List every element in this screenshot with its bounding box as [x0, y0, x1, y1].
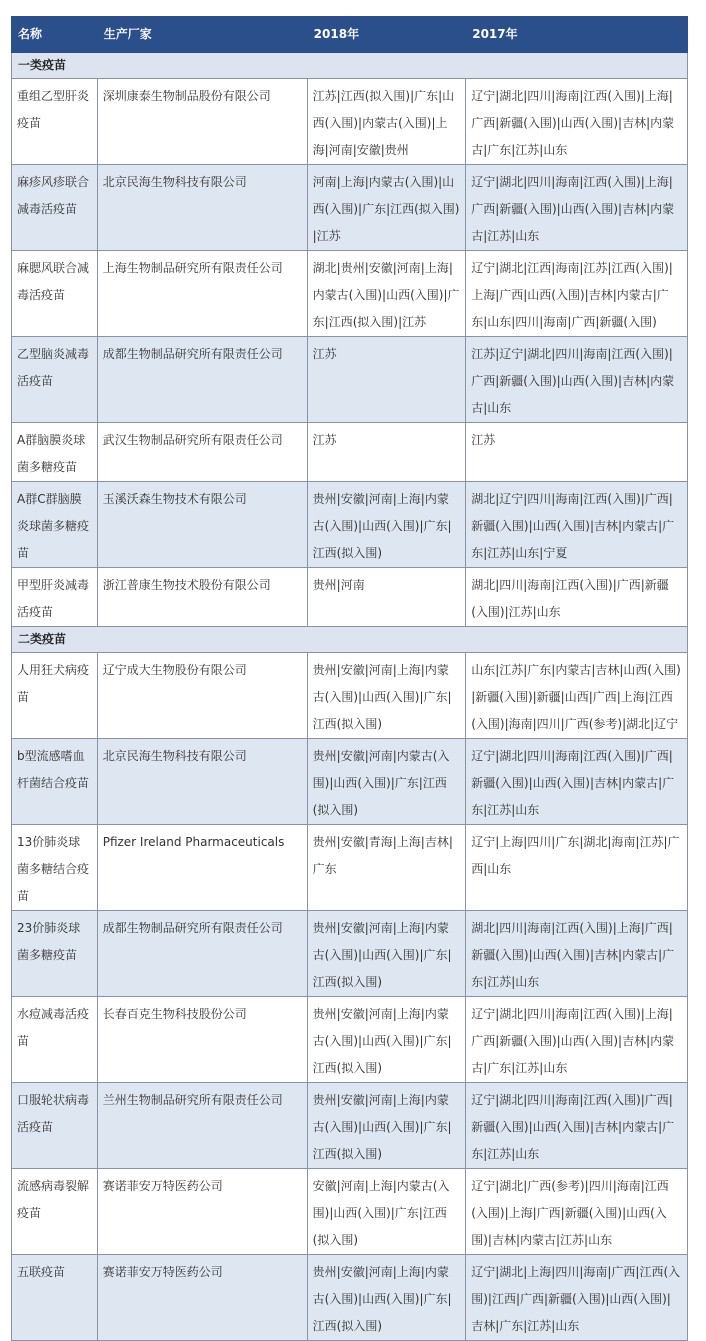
- header-2018: 2018年: [307, 17, 466, 53]
- table-row: [12, 739, 688, 825]
- vaccine-name-cell: 麻疹风疹联合减毒活疫苗: [12, 165, 98, 251]
- header-maker: 生产厂家: [97, 17, 307, 53]
- vaccine-name-cell: 水痘减毒活疫苗: [12, 997, 98, 1083]
- table-row: [12, 568, 688, 627]
- section-title: 二类疫苗: [12, 627, 688, 653]
- vaccine-table: [11, 16, 688, 1341]
- maker-cell: Pfizer Ireland Pharmaceuticals: [97, 825, 307, 911]
- header-row: [12, 17, 688, 53]
- vaccine-name-cell: 人用狂犬病疫苗: [12, 653, 98, 739]
- maker-cell: 成都生物制品研究所有限责任公司: [97, 337, 307, 423]
- vaccine-name-cell: 口服轮状病毒活疫苗: [12, 1083, 98, 1169]
- regions-2017-cell: 辽宁|湖北|四川|海南|江西(入围)|上海|广西|新疆(入围)|山西(入围)|吉林|内蒙古|广东|江苏|山东: [466, 79, 688, 165]
- regions-2017-cell: 辽宁|湖北|上海|四川|海南|广西|江西(入围)|江西|广西|新疆(入围)|山西(入围)|吉林|广东|江苏|山东: [466, 1255, 688, 1341]
- vaccine-name-cell: 麻腮风联合减毒活疫苗: [12, 251, 98, 337]
- maker-cell: 北京民海生物科技有限公司: [97, 165, 307, 251]
- maker-cell: 浙江普康生物技术股份有限公司: [97, 568, 307, 627]
- vaccine-name-cell: 23价肺炎球菌多糖疫苗: [12, 911, 98, 997]
- table-row: [12, 1169, 688, 1255]
- regions-2017-cell: 湖北|四川|海南|江西(入围)|广西|新疆(入围)|江苏|山东: [466, 568, 688, 627]
- table-row: [12, 482, 688, 568]
- vaccine-name-cell: 甲型肝炎减毒活疫苗: [12, 568, 98, 627]
- vaccine-name-cell: 重组乙型肝炎疫苗: [12, 79, 98, 165]
- table-row: [12, 825, 688, 911]
- section-title: 一类疫苗: [12, 53, 688, 79]
- table-row: [12, 251, 688, 337]
- regions-2018-cell: 贵州|安徽|河南|上海|内蒙古(入围)|山西(入围)|广东|江西(拟入围): [307, 911, 466, 997]
- table-body: [12, 53, 688, 1341]
- table-row: [12, 423, 688, 482]
- maker-cell: 上海生物制品研究所有限责任公司: [97, 251, 307, 337]
- vaccine-name-cell: A群C群脑膜炎球菌多糖疫苗: [12, 482, 98, 568]
- maker-cell: 成都生物制品研究所有限责任公司: [97, 911, 307, 997]
- maker-cell: 赛诺菲安万特医药公司: [97, 1255, 307, 1341]
- regions-2018-cell: 贵州|安徽|河南|内蒙古(入围)|山西(入围)|广东|江西(拟入围): [307, 739, 466, 825]
- vaccine-name-cell: 五联疫苗: [12, 1255, 98, 1341]
- vaccine-name-cell: 13价肺炎球菌多糖结合疫苗: [12, 825, 98, 911]
- regions-2018-cell: 湖北|贵州|安徽|河南|上海|内蒙古(入围)|山西(入围)|广东|江西(拟入围)|江苏: [307, 251, 466, 337]
- maker-cell: 长春百克生物科技股份公司: [97, 997, 307, 1083]
- table-row: [12, 165, 688, 251]
- regions-2018-cell: 贵州|安徽|河南|上海|内蒙古(入围)|山西(入围)|广东|江西(拟入围): [307, 482, 466, 568]
- vaccine-name-cell: A群脑膜炎球菌多糖疫苗: [12, 423, 98, 482]
- table-row: [12, 653, 688, 739]
- regions-2018-cell: 贵州|安徽|河南|上海|内蒙古(入围)|山西(入围)|广东|江西(拟入围): [307, 1083, 466, 1169]
- regions-2018-cell: 江苏: [307, 423, 466, 482]
- vaccine-name-cell: 流感病毒裂解疫苗: [12, 1169, 98, 1255]
- regions-2017-cell: 江苏|辽宁|湖北|四川|海南|江西(入围)|广西|新疆(入围)|山西(入围)|吉林|内蒙古|山东: [466, 337, 688, 423]
- regions-2017-cell: 湖北|辽宁|四川|海南|江西(入围)|广西|新疆(入围)|山西(入围)|吉林|内蒙古|广东|江苏|山东|宁夏: [466, 482, 688, 568]
- regions-2017-cell: 辽宁|湖北|江西|海南|江苏|江西(入围)|上海|广西|山西(入围)|吉林|内蒙古|广东|山东|四川|海南|广西|新疆(入围): [466, 251, 688, 337]
- table-row: [12, 997, 688, 1083]
- table-row: [12, 1083, 688, 1169]
- vaccine-name-cell: 乙型脑炎减毒活疫苗: [12, 337, 98, 423]
- maker-cell: 武汉生物制品研究所有限责任公司: [97, 423, 307, 482]
- table-row: [12, 1255, 688, 1341]
- regions-2018-cell: 贵州|安徽|青海|上海|吉林|广东: [307, 825, 466, 911]
- regions-2018-cell: 江苏: [307, 337, 466, 423]
- table-row: [12, 337, 688, 423]
- maker-cell: 赛诺菲安万特医药公司: [97, 1169, 307, 1255]
- regions-2017-cell: 辽宁|上海|四川|广东|湖北|海南|江苏|广西|山东: [466, 825, 688, 911]
- vaccine-name-cell: b型流感嗜血杆菌结合疫苗: [12, 739, 98, 825]
- maker-cell: 北京民海生物科技有限公司: [97, 739, 307, 825]
- header-name: 名称: [12, 17, 98, 53]
- regions-2018-cell: 江苏|江西(拟入围)|广东|山西(入围)|内蒙古(入围)|上海|河南|安徽|贵州: [307, 79, 466, 165]
- header-2017: 2017年: [466, 17, 688, 53]
- regions-2017-cell: 江苏: [466, 423, 688, 482]
- regions-2017-cell: 湖北|四川|海南|江西(入围)|上海|广西|新疆(入围)|山西(入围)|吉林|内蒙古|广东|江苏|山东: [466, 911, 688, 997]
- regions-2018-cell: 河南|上海|内蒙古(入围)|山西(入围)|广东|江西(拟入围)|江苏: [307, 165, 466, 251]
- section-row: [12, 627, 688, 653]
- table-row: [12, 79, 688, 165]
- regions-2017-cell: 辽宁|湖北|四川|海南|江西(入围)|上海|广西|新疆(入围)|山西(入围)|吉林|内蒙古|广东|江苏|山东: [466, 997, 688, 1083]
- regions-2018-cell: 贵州|安徽|河南|上海|内蒙古(入围)|山西(入围)|广东|江西(拟入围): [307, 653, 466, 739]
- maker-cell: 深圳康泰生物制品股份有限公司: [97, 79, 307, 165]
- regions-2017-cell: 山东|江苏|广东|内蒙古|吉林|山西(入围)|新疆(入围)|新疆|山西|广西|上海|江西(入围)|海南|四川|广西(参考)|湖北|辽宁: [466, 653, 688, 739]
- regions-2017-cell: 辽宁|湖北|四川|海南|江西(入围)|上海|广西|新疆(入围)|山西(入围)|吉林|内蒙古|江苏|山东: [466, 165, 688, 251]
- regions-2017-cell: 辽宁|湖北|四川|海南|江西(入围)|广西|新疆(入围)|山西(入围)|吉林|内蒙古|广东|江苏|山东: [466, 1083, 688, 1169]
- regions-2018-cell: 贵州|安徽|河南|上海|内蒙古(入围)|山西(入围)|广东|江西(拟入围): [307, 997, 466, 1083]
- section-row: [12, 53, 688, 79]
- maker-cell: 辽宁成大生物股份有限公司: [97, 653, 307, 739]
- regions-2017-cell: 辽宁|湖北|四川|海南|江西(入围)|广西|新疆(入围)|山西(入围)|吉林|内蒙古|广东|江苏|山东: [466, 739, 688, 825]
- maker-cell: 兰州生物制品研究所有限责任公司: [97, 1083, 307, 1169]
- regions-2018-cell: 贵州|安徽|河南|上海|内蒙古(入围)|山西(入围)|广东|江西(拟入围): [307, 1255, 466, 1341]
- table-row: [12, 911, 688, 997]
- maker-cell: 玉溪沃森生物技术有限公司: [97, 482, 307, 568]
- regions-2018-cell: 贵州|河南: [307, 568, 466, 627]
- regions-2018-cell: 安徽|河南|上海|内蒙古(入围)|山西(入围)|广东|江西(拟入围): [307, 1169, 466, 1255]
- regions-2017-cell: 辽宁|湖北|广西(参考)|四川|海南|江西(入围)|上海|广西|新疆(入围)|山西(入围)|吉林|内蒙古|江苏|山东: [466, 1169, 688, 1255]
